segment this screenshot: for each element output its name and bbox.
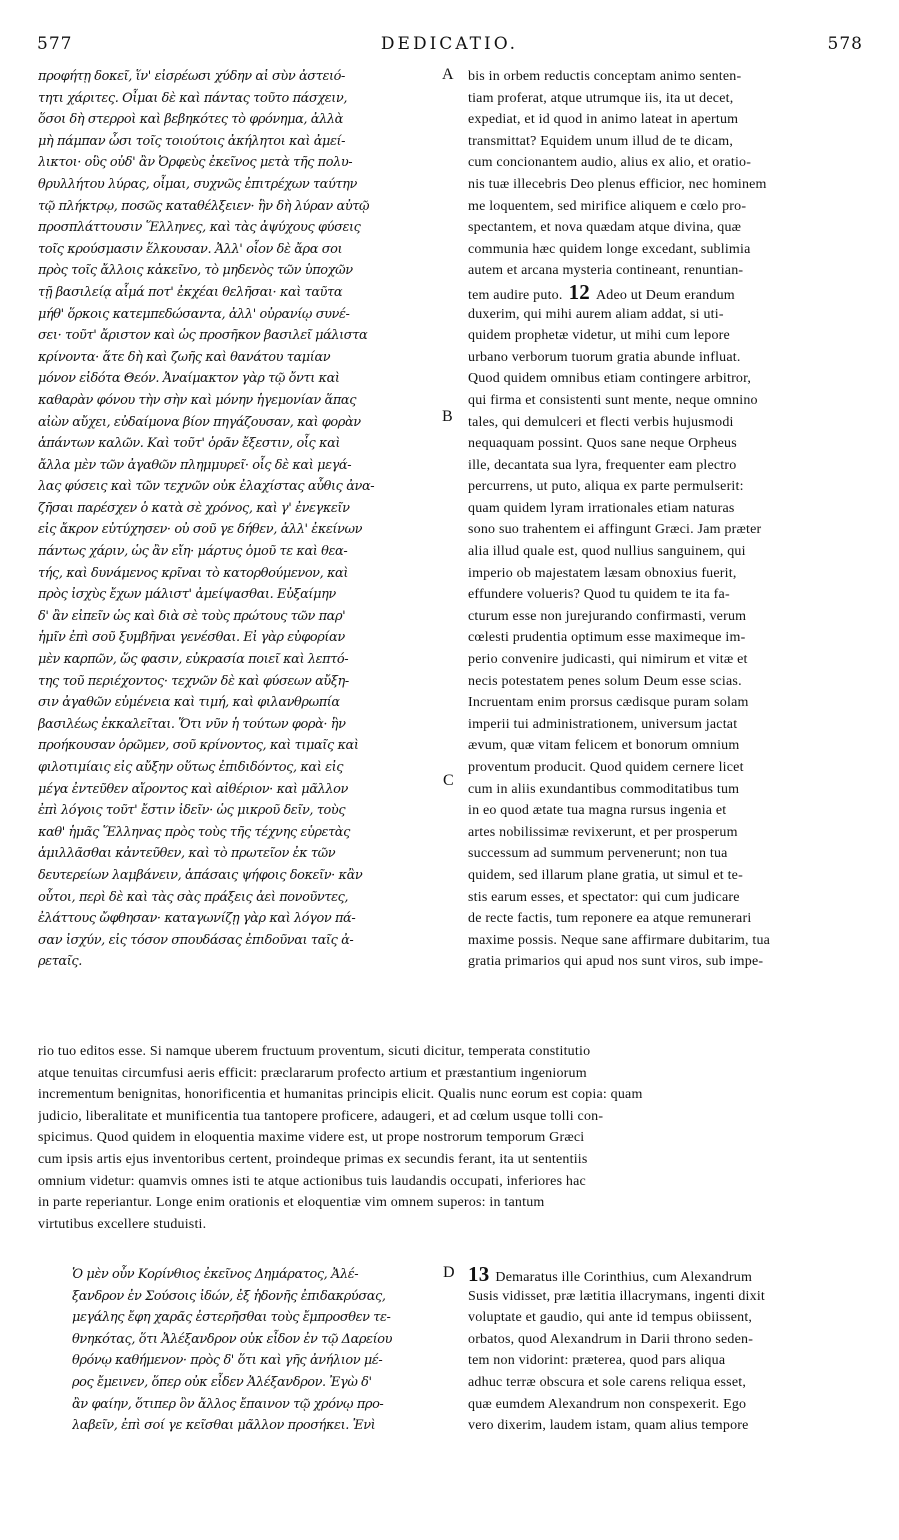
greek-text-line: σαν ἰσχύν, εἰς τόσον σπουδάσας ἐπιδοῦναι ταῖς ἀ- (38, 932, 354, 948)
latin-text-line: Incruentam enim prorsus cædisque puram solam (468, 695, 749, 711)
greek-text-line: ὅσοι δὴ στερροὶ καὶ βεβηκότες τὸ φρόνημα, ἀλλὰ (38, 112, 343, 128)
greek-text-line: ξανδρον ἐν Σούσοις ἰδών, ἐξ ἡδονῆς ἐπιδακρύσας, (72, 1288, 386, 1304)
greek-text-line: πάντως χάριν, ὡς ἂν εἴη· μάρτυς ὁμοῦ τε καὶ θεα- (38, 544, 348, 560)
section-number-12: 12 (568, 281, 590, 304)
greek-text-line: ἁπάντων καλῶν. Καὶ τοῦτ' ὁρᾶν ἔξεστιν, οἷς καὶ (38, 436, 341, 452)
latin-text-line: adhuc terræ obscura et sole carens reliqua esset, (468, 1374, 747, 1390)
greek-text-line: ἐλάττους ὤφθησαν· καταγωνίζῃ γὰρ καὶ λόγον πά- (38, 911, 356, 927)
latin-text-line: bis in orbem reductis conceptam animo senten- (468, 69, 742, 84)
full-width-paragraph (38, 1041, 866, 1235)
greek-text-line: εἰς ἄκρον εὐτύχησεν· οὐ σοῦ γε δήθεν, ἀλλ' ἐκείνων (38, 522, 363, 538)
greek-column-lower (72, 1264, 460, 1437)
latin-text-line: cœlesti prudentia optimum esse maximeque im- (468, 630, 746, 646)
greek-text-line: πρὸς τοῖς ἄλλοις κἀκεῖνο, τὸ μηδενὸς τῶν ὑποχῶν (38, 263, 353, 279)
greek-text-line: ἐπὶ λόγοις τοῦτ' ἔστιν ἰδεῖν· ὡς μικροῦ δεῖν, τοὺς (38, 803, 346, 819)
greek-text-line: ἂν φαίην, ὅτιπερ ὃν ἄλλος ἔπαινον τῷ χρόνῳ προ- (72, 1396, 384, 1412)
greek-text-line: ἁμιλλᾶσθαι κἀντεῦθεν, καὶ τὸ πρωτεῖον ἐκ τῶν (38, 846, 336, 862)
full-width-text-line: omnium videtur: quamvis omnes isti te atque actionibus tuis laudandis occupati, inferiores hac (38, 1173, 586, 1189)
greek-text-line: σει· τοῦτ' ἄριστον καὶ ὡς προσῆκον βασιλεῖ μάλιστα (38, 328, 368, 344)
full-width-text-line: cum ipsis artis ejus inventoribus certent, proindeque primas ex secundis ferant, ita ut sententiis (38, 1151, 588, 1167)
greek-text-line: Ὁ μὲν οὖν Κορίνθιος ἐκεῖνος Δημάρατος, Ἀλέ- (72, 1267, 359, 1282)
latin-text-line: Quod quidem omnibus etiam contingere arbitror, (468, 371, 752, 387)
greek-text-line: σιν ἀγαθῶν εὐμένεια καὶ τιμή, καὶ φιλανθρωπία (38, 695, 340, 711)
page-header (0, 34, 899, 58)
greek-text-line: δ' ἂν εἰπεῖν ὡς καὶ διὰ σὲ τοὺς πρώτους τῶν παρ' (38, 608, 346, 624)
greek-text-line: κρίνοντα· ἅτε δὴ καὶ ζωῆς καὶ θανάτου ταμίαν (38, 349, 331, 365)
section-number-13: 13 (468, 1264, 490, 1286)
greek-text-line: ρος ἔμεινεν, ὅπερ οὐκ εἶδεν Ἀλέξανδρον. Ἐγὼ δ' (72, 1374, 372, 1390)
latin-text-line: imperii tui administrationem, universum jactat (468, 716, 738, 732)
greek-text-line: θρυλλήτου λύρας, οἶμαι, συχνῶς ἐπιτρέχων ταύτην (38, 176, 357, 192)
greek-text-line: τής, καὶ δυνάμενος κρῖναι τὸ κατορθούμενον, καὶ (38, 565, 349, 581)
greek-text-line: καθαρὰν φόνου τὴν σὴν καὶ μόνην ἡγεμονίαν ἅπας (38, 392, 357, 408)
latin-text-line: maxime possis. Neque sane affirmare dubitarim, tua (468, 932, 771, 948)
latin-text-line: artes nobilissimæ revixerunt, et per prosperum (468, 824, 738, 840)
latin-text-line: autem et arcana mysteria contineant, renuntian- (468, 263, 744, 279)
latin-text-line: de recte factis, tum reponere ea atque remunerari (468, 911, 752, 927)
greek-text-line: της τοῦ περιέχοντος· τεχνῶν δὲ καὶ φύσεων αὔξη- (38, 673, 349, 689)
greek-text-line: λαβεῖν, ἐπὶ σοί γε κεῖσθαι μᾶλλον προσήκει. Ἐνὶ (72, 1418, 376, 1434)
greek-text-line: φιλοτιμίαις εἰς αὔξην οὕτως ἐπιδιδόντος, καὶ εἰς (38, 760, 344, 775)
latin-column-upper (468, 66, 865, 973)
latin-text-line: quæ eumdem Alexandrum non conspexerit. Ego (468, 1396, 747, 1412)
latin-text-line: perio convenire judicasti, qui nimirum et vitæ et (468, 652, 748, 668)
greek-text-line: βασιλέως ἐκκαλεῖται. Ὅτι νῦν ἡ τούτων φορὰ· ἣν (38, 716, 346, 732)
latin-text-line: nis tuæ illecebris Deo plenus efficior, nec hominem (468, 176, 767, 192)
latin-text-line: stis earum esses, et spectator: qui cum judicare (468, 889, 740, 905)
greek-text-line: καθ' ἡμᾶς Ἕλληνας πρὸς τοὺς τῆς τέχνης εὑρετὰς (38, 824, 350, 840)
full-width-text-line: spicimus. Quod quidem in eloquentia maxime videre est, ut prope nostrorum temporum Græci (38, 1130, 585, 1146)
greek-text-line: τῷ πλήκτρῳ, ποσῶς καταθέλξειεν· ἣν δὴ λύραν αὐτῷ (38, 198, 370, 214)
greek-column-upper (38, 66, 458, 973)
latin-text-line: cum concionantem audio, alius ex alio, et oratio- (468, 155, 752, 171)
latin-text-line: voluptate et gaudio, qui ante id tempus obiissent, (468, 1310, 753, 1326)
greek-text-line: ἡμῖν ἐπὶ σοῦ ξυμβῆναι γενέσθαι. Εἰ γὰρ εὐφορίαν (38, 630, 345, 646)
latin-text-line: spectantem, et nova quædam atque divina, quæ (468, 220, 742, 236)
full-width-text-line: virtutibus excellere studuisti. (38, 1216, 207, 1232)
greek-text-line: μεγάλης ἔφη χαρᾶς ἐστερῆσθαι τοὺς ἔμπροσθεν τε- (72, 1310, 391, 1326)
greek-text-line: μέγα ἐντεῦθεν αἴροντος καὶ αἰθέριον· καὶ μᾶλλον (38, 781, 348, 797)
latin-text-line: sono suo trahentem ei affingunt Græci. Jam præter (468, 522, 762, 538)
running-title: DEDICATIO. (380, 34, 519, 54)
latin-text-line: ille, decantata sua lyra, frequenter eam plectro (468, 457, 737, 473)
right-page-number: 578 (827, 34, 863, 54)
greek-text-line: προφήτῃ δοκεῖ, ἵν' εἰσρέωσι χύδην αἱ σὺν ἀστειό- (38, 69, 345, 84)
full-width-text-line: in parte reperiantur. Longe enim orationis et eloquentiæ vim omnem superos: in tantum (38, 1195, 545, 1211)
latin-text-line (468, 1264, 865, 1286)
latin-text-line: gratia primarios qui apud nos sunt viros, sub impe- (468, 954, 764, 970)
latin-text-line: Susis vidisset, præ lætitia illacrymans, ingenti dixit (468, 1288, 766, 1304)
latin-text-line: alia illud quale est, quod nullius sanguinem, qui (468, 544, 746, 560)
greek-text-line: τοῖς κρούσμασιν ἕλκουσαν. Ἀλλ' οἷον δὲ ἄρα σοι (38, 241, 343, 257)
latin-text-line: quam quidem lyram irrationales etiam naturas (468, 500, 735, 516)
greek-text-line: τητι χάριτες. Οἶμαι δὲ καὶ πάντας τοῦτο πάσχειν, (38, 90, 348, 106)
latin-text-line: nequaquam possint. Quos sane neque Orpheus (468, 436, 737, 452)
latin-text-line: cturum esse non jurejurando confirmasti, verum (468, 608, 747, 624)
greek-text-line: ρεταῖς. (38, 954, 82, 970)
latin-column-lower (468, 1264, 865, 1437)
latin-text-line: expediat, et id quod in animo lateat in apertum (468, 112, 739, 128)
latin-text-line: qui firma et consistenti sunt mente, neque omnino (468, 392, 758, 408)
greek-text-line: μὲν καρπῶν, ὥς φασιν, εὐκρασία ποιεῖ καὶ λεπτό- (38, 652, 349, 668)
full-width-text-line: rio tuo editos esse. Si namque uberem fructuum proventum, sicuti dicitur, temperata constitutio (38, 1044, 591, 1059)
latin-text-line: ævum, quæ vitam felicem et bonorum omnium (468, 738, 740, 754)
latin-text-line: proventum producit. Quod quidem cernere licet (468, 760, 744, 775)
greek-text-line: λικτοι· οὓς οὐδ' ἂν Ὀρφεὺς ἐκεῖνος μετὰ τῆς πολυ- (38, 155, 353, 171)
latin-text-line: percurrens, ut puto, aliqua ex parte permulserit: (468, 479, 744, 495)
latin-text-line (468, 282, 865, 304)
latin-text-line: successum ad summum pervenerunt; non tua (468, 846, 728, 862)
greek-text-line: λας φύσεις καὶ τῶν τεχνῶν οὐκ ἐλαχίστας αὖθις ἀνα- (38, 479, 375, 495)
greek-text-line: ζῆσαι παρέσχεν ὁ κατὰ σὲ χρόνος, καὶ γ' ἐνεγκεῖν (38, 500, 350, 516)
greek-text-line: προήκουσαν ὁρῶμεν, σοῦ κρίνοντος, καὶ τιμαῖς καὶ (38, 738, 359, 754)
latin-text-segment: tem audire puto. (468, 287, 563, 303)
latin-text-line: effundere volueris? Quod tu quidem te ita fa- (468, 587, 730, 603)
latin-text-line: tem non vidorint: præterea, quod pars aliqua (468, 1353, 726, 1369)
latin-text-line: cum in aliis exundantibus commoditatibus tum (468, 781, 740, 797)
greek-text-line: τῇ βασιλείᾳ αἷμά ποτ' ἐκχέαι θελῆσαι· καὶ ταῦτα (38, 284, 343, 300)
left-page-number: 577 (37, 34, 73, 54)
full-width-text-line: atque tenuitas circumfusi aeris efficit: præclararum profecto artium et præstantium ingeniorum (38, 1065, 587, 1081)
greek-text-line: προσπλάττουσιν Ἕλληνες, καὶ τὰς ἀψύχους φύσεις (38, 220, 361, 236)
greek-text-line: μὴ πάμπαν ὦσι τοῖς τοιούτοις ἀκήλητοι καὶ ἀμεί- (38, 133, 346, 149)
greek-text-line: ἄλλα μὲν τῶν ἀγαθῶν πλημμυρεῖ· οἷς δὲ καὶ μεγά- (38, 457, 352, 473)
margin-marker-d: D (443, 1264, 455, 1281)
latin-text-segment: Adeo ut Deum erandum (595, 287, 735, 303)
latin-text-line: quidem prophetæ videtur, ut mihi cum lepore (468, 328, 730, 344)
greek-text-line: δευτερείων λαμβάνειν, ἁπάσαις ψήφοις δοκεῖν· κἂν (38, 867, 363, 883)
greek-text-line: οὗτοι, περὶ δὲ καὶ τὰς σὰς πράξεις ἀεὶ πονοῦντες, (38, 889, 349, 905)
latin-text-line: communia hæc quidem longe excedant, sublimia (468, 241, 751, 257)
latin-text-line: orbatos, quod Alexandrum in Darii throno seden- (468, 1331, 754, 1347)
latin-text-line: urbano verborum tuorum gratia abunde influat. (468, 349, 741, 365)
full-width-text-line: judicio, liberalitate et munificentia tua tantopere proficere, adaugeri, et ad cœlum usque tolli con- (38, 1108, 604, 1124)
greek-text-line: μήθ' ὅρκοις κατεμπεδώσαντα, ἀλλ' οὐρανίῳ συνέ- (38, 306, 350, 322)
latin-text-line: imperio ob majestatem læsam obnoxius fuerit, (468, 565, 737, 581)
greek-text-line: θρόνῳ καθήμενον· πρὸς δ' ὅτι καὶ γῆς ἀνήλιον μέ- (72, 1353, 383, 1369)
greek-text-line: πρὸς ἰσχὺς ἔχων μάλιστ' ἀμείψασθαι. Εὐξαίμην (38, 587, 336, 603)
full-width-text-line: incrementum benignitas, honorificentia et humanitas principis elicit. Qualis nunc eorum est copia: quam (38, 1087, 643, 1103)
margin-marker-b: B (442, 408, 453, 425)
greek-text-line: αἰὼν αὔχει, εὐδαίμονα βίον πηγάζουσαν, καὶ φορὰν (38, 414, 361, 430)
greek-text-line: θνηκότας, ὅτι Ἀλέξανδρον οὐκ εἶδον ἐν τῷ Δαρείου (72, 1331, 393, 1347)
greek-text-line: μόνον εἰδότα Θεόν. Ἀναίμακτον γὰρ τῷ ὄντι καὶ (38, 371, 340, 387)
latin-text-line: in eo quod ætate tua magna rursus ingenia et (468, 803, 727, 819)
latin-text-line: quidem, sed illarum plane gratia, ut simul et te- (468, 867, 743, 883)
latin-text-line: necis potestatem penes solum Deum esse scias. (468, 673, 742, 689)
latin-text-line: tiam proferat, atque utrumque iis, ita ut decet, (468, 90, 734, 106)
margin-marker-c: C (443, 772, 454, 789)
latin-text-line: transmittat? Equidem unum illud de te dicam, (468, 133, 734, 149)
latin-text-line: me loquentem, sed mirifice aliquem e cœlo pro- (468, 198, 747, 214)
latin-text-segment: Demaratus ille Corinthius, cum Alexandrum (495, 1270, 753, 1285)
margin-marker-a: A (442, 66, 454, 83)
latin-text-line: duxerim, qui mihi aurem aliam addat, si uti- (468, 306, 724, 322)
latin-text-line: vero dixerim, laudem istam, quam alius tempore (468, 1418, 749, 1434)
latin-text-line: tales, qui demulceri et flecti verbis hujusmodi (468, 414, 734, 430)
